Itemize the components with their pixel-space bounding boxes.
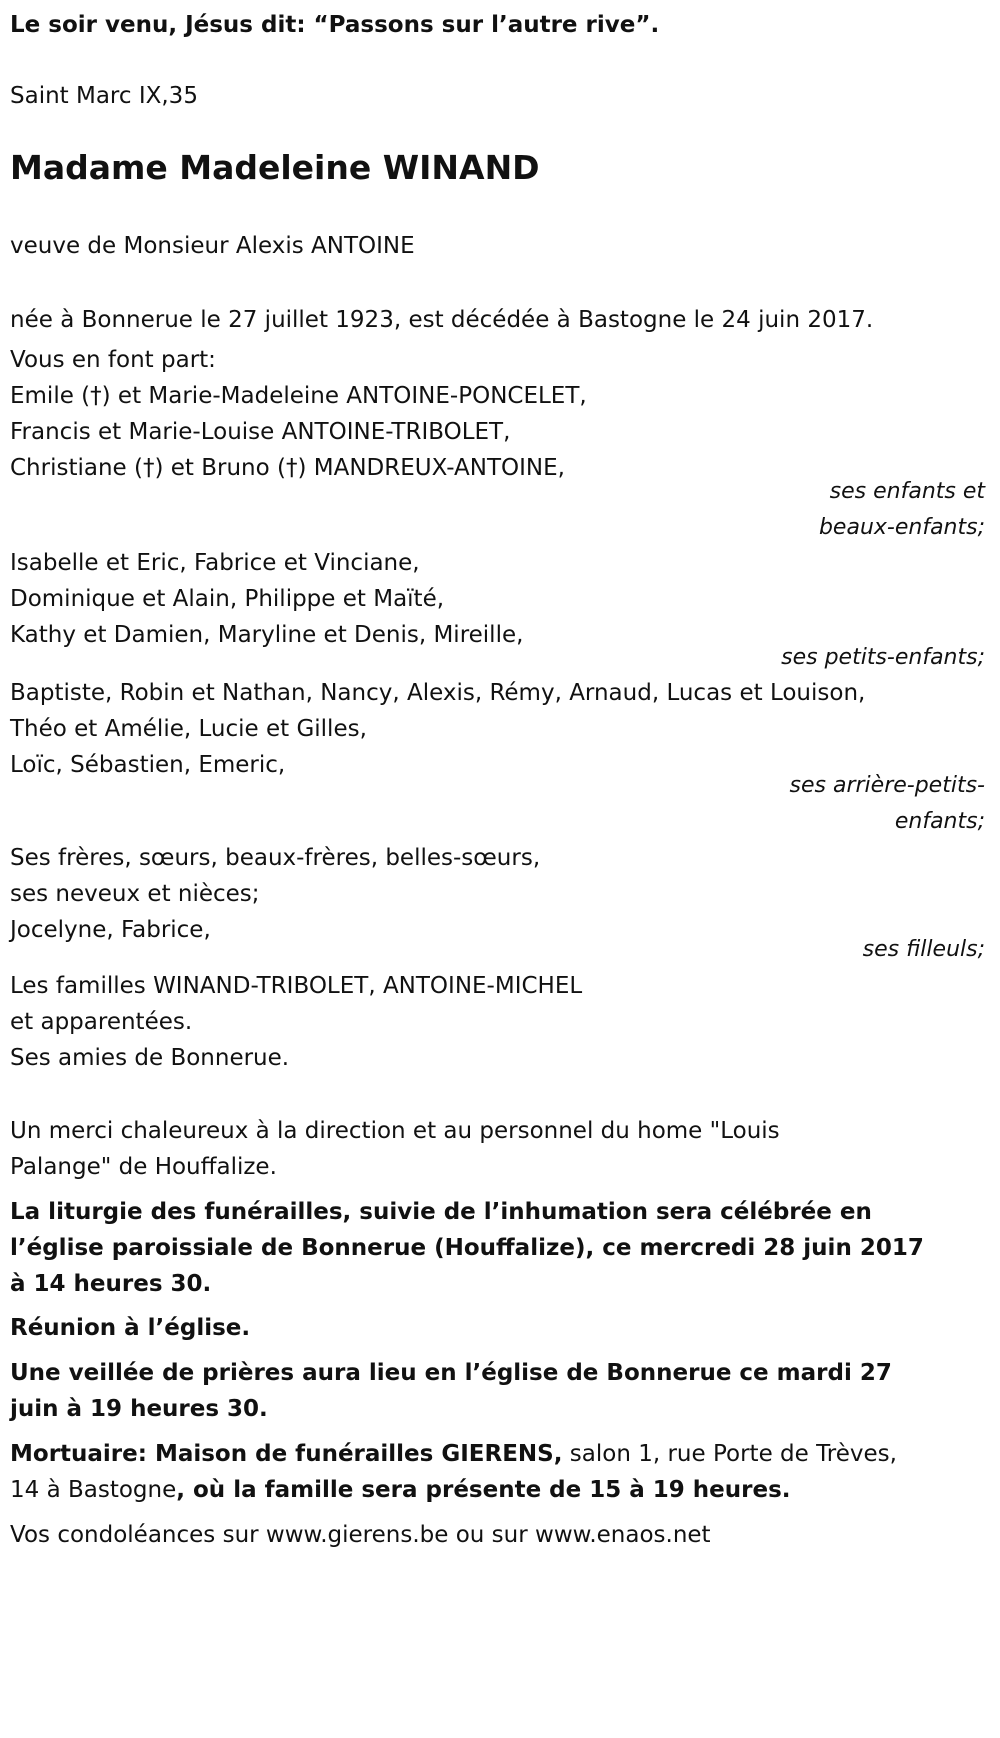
vigil-line: Une veillée de prières aura lieu en l’église de Bonnerue ce mardi 27	[10, 1360, 892, 1386]
grandchild-line: Isabelle et Eric, Fabrice et Vinciane,	[10, 550, 420, 576]
mortuary-line-2	[10, 1472, 985, 1508]
vigil-line: juin à 19 heures 30.	[10, 1396, 268, 1422]
funeral-line: à 14 heures 30.	[10, 1271, 212, 1297]
vigil-block	[10, 1355, 985, 1427]
child-line: Francis et Marie-Louise ANTOINE-TRIBOLET,	[10, 419, 511, 445]
birth-death-dates: née à Bonnerue le 27 juillet 1923, est décédée à Bastogne le 24 juin 2017.	[10, 307, 874, 333]
role-line: ses arrière-petits-	[789, 773, 985, 798]
mortuary-line-1	[10, 1436, 985, 1472]
funeral-line: La liturgie des funérailles, suivie de l’inhumation sera célébrée en	[10, 1199, 872, 1225]
mortuary-address-1: salon 1, rue Porte de Trèves,	[562, 1441, 897, 1467]
great-grandchildren-block	[10, 675, 985, 783]
mortuary-label: Mortuaire: Maison de funérailles GIERENS,	[10, 1441, 563, 1467]
sibling-line: Jocelyne, Fabrice,	[10, 917, 211, 943]
child-line: Emile (†) et Marie-Madeleine ANTOINE-PONCELET,	[10, 383, 587, 409]
great-grandchildren-role	[585, 768, 985, 840]
sibling-line: Ses frères, sœurs, beaux-frères, belles-sœurs,	[10, 845, 541, 871]
funeral-line: l’église paroissiale de Bonnerue (Houffalize), ce mercredi 28 juin 2017	[10, 1235, 924, 1261]
godchildren-role: ses filleuls;	[862, 937, 985, 962]
condolences-line: Vos condoléances sur www.gierens.be ou sur www.enaos.net	[10, 1522, 711, 1548]
families-block	[10, 968, 985, 1076]
great-grandchild-line: Baptiste, Robin et Nathan, Nancy, Alexis, Rémy, Arnaud, Lucas et Louison,	[10, 680, 866, 706]
meeting-line: Réunion à l’église.	[10, 1315, 251, 1341]
role-line: ses enfants et	[829, 479, 985, 504]
grandchildren-block	[10, 545, 985, 653]
sibling-line: ses neveux et nièces;	[10, 881, 260, 907]
deceased-name: Madame Madeleine WINAND	[10, 148, 540, 187]
grandchild-line: Dominique et Alain, Philippe et Maïté,	[10, 586, 445, 612]
great-grandchild-line: Théo et Amélie, Lucie et Gilles,	[10, 716, 367, 742]
role-line: beaux-enfants;	[818, 515, 985, 540]
epigraph-reference: Saint Marc IX,35	[10, 83, 198, 109]
thanks-line: Palange" de Houffalize.	[10, 1154, 277, 1180]
thanks-block	[10, 1113, 985, 1185]
children-block	[10, 342, 985, 486]
announcement-intro: Vous en font part:	[10, 347, 216, 373]
mortuary-address-2: 14 à Bastogne	[10, 1477, 177, 1503]
role-line: enfants;	[894, 809, 985, 834]
child-line: Christiane (†) et Bruno (†) MANDREUX-ANTOINE,	[10, 455, 565, 481]
grandchild-line: Kathy et Damien, Maryline et Denis, Mireille,	[10, 622, 524, 648]
great-grandchild-line: Loïc, Sébastien, Emeric,	[10, 752, 286, 778]
family-line: Ses amies de Bonnerue.	[10, 1045, 290, 1071]
mortuary-block	[10, 1436, 985, 1508]
family-line: et apparentées.	[10, 1009, 193, 1035]
epigraph-quote: Le soir venu, Jésus dit: “Passons sur l’autre rive”.	[10, 12, 660, 38]
family-line: Les familles WINAND-TRIBOLET, ANTOINE-MICHEL	[10, 973, 583, 999]
funeral-block	[10, 1194, 985, 1302]
thanks-line: Un merci chaleureux à la direction et au personnel du home "Louis	[10, 1118, 780, 1144]
grandchildren-role: ses petits-enfants;	[781, 645, 985, 670]
mortuary-presence: , où la famille sera présente de 15 à 19 heures.	[176, 1477, 791, 1503]
spouse-line: veuve de Monsieur Alexis ANTOINE	[10, 233, 415, 259]
children-role	[585, 474, 985, 546]
